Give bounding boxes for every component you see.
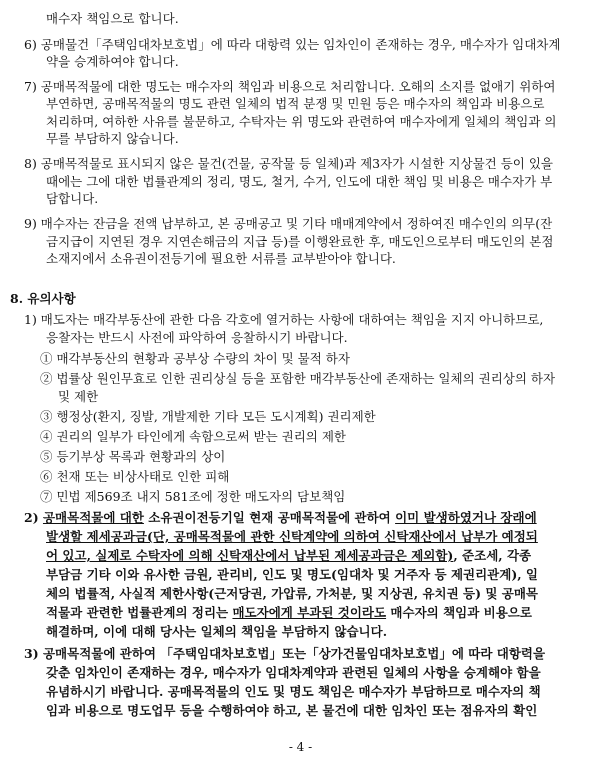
sub-item: ⑤ 등기부상 목록과 현황과의 상이 xyxy=(40,449,226,464)
list-item-7: 7) 공매목적물에 대한 명도는 매수자의 책임과 비용으로 처리합니다. 오해의 소지를 없애기 위하여 xyxy=(24,79,556,94)
text-run: 2) xyxy=(24,510,43,525)
text-line: 소재지에서 소유권이전등기에 필요한 서류를 교부받아야 합니다. xyxy=(46,251,396,266)
sub-item: ③ 행정상(환지, 징발, 개발제한 기타 모든 도시계획) 권리제한 xyxy=(40,409,376,424)
list-item-6: 6) 공매물건「주택임대차보호법」에 따라 대항력 있는 임차인이 존재하는 경우, 매수자가 임대차계 xyxy=(24,37,561,52)
text-line: 담합니다. xyxy=(46,191,99,206)
page-number: - 4 - xyxy=(288,740,313,754)
sub-item: ⑦ 민법 제569조 내지 581조에 정한 매도자의 담보책임 xyxy=(40,489,346,504)
text-line: 체의 법률적, 사실적 제한사항(근저당권, 가압류, 가처분, 및 지상권, 유치권 등) 및 공매목 xyxy=(46,586,539,601)
underlined-text: 공매목적물에 대한 xyxy=(42,510,144,525)
sub-item: ④ 권리의 일부가 타인에게 속함으로써 받는 권리의 제한 xyxy=(40,429,346,444)
text-line: 금지급이 지연된 경우 지연손해금의 지급 등)를 이행완료한 후, 매도인으로부터 매도인의 본점 xyxy=(46,234,554,249)
text-run: 소유권이전등기일 현재 공매목적물에 관하여 xyxy=(143,510,396,525)
list-item-3: 3) 공매목적물에 관하여 「주택임대차보호법」또는「상가건물임대차보호법」에 따라 대항력을 xyxy=(24,646,546,661)
text-run: 매수자의 책임과 비용으로 xyxy=(386,605,532,620)
sub-item: ① 매각부동산의 현황과 공부상 수량의 차이 및 물적 하자 xyxy=(40,351,350,366)
text-line: 해결하며, 이에 대해 당사는 일체의 책임을 부담하지 않습니다. xyxy=(46,624,388,639)
underlined-text: 이미 발생하였거나 장래에 xyxy=(395,510,537,525)
text-line: 무를 부담하지 않습니다. xyxy=(46,131,179,146)
section-heading: 8. 유의사항 xyxy=(10,291,76,306)
underlined-text: 매도자에게 부과된 것이라도 xyxy=(232,605,387,620)
text-line: 유념하시기 바랍니다. 공매목적물의 인도 및 명도 책임은 매수자가 부담하므로 매수자의 책 xyxy=(46,684,541,699)
text-line: 매수자 책임으로 합니다. xyxy=(46,11,179,26)
sub-item: ② 법률상 원인무효로 인한 권리상실 등을 포함한 매각부동산에 존재하는 일체의 권리상의 하자 xyxy=(40,371,556,386)
list-item-2 xyxy=(24,509,537,526)
text-line xyxy=(46,604,532,621)
text-line: 갖춘 임차인이 존재하는 경우, 매수자가 임대차계약과 관련된 일체의 사항을 승계해야 함을 xyxy=(46,665,541,680)
text-line: 부연하면, 공매목적물의 명도 관련 일체의 법적 분쟁 및 민원 등은 매수자의 책임과 비용으로 xyxy=(46,96,545,111)
list-item-1: 1) 매도자는 매각부동산에 관한 다음 각호에 열거하는 사항에 대하여는 책임을 지지 아니하므로, xyxy=(24,312,544,327)
list-item-9: 9) 매수자는 잔금을 전액 납부하고, 본 공매공고 및 기타 매매계약에서 정하여진 매수인의 의무(잔 xyxy=(24,216,553,231)
list-item-8: 8) 공매목적물로 표시되지 않은 물건(건물, 공작물 등 일체)과 제3자가 시설한 지상물건 등이 있을 xyxy=(24,156,553,171)
text-run: 적물과 관련한 법률관계의 정리는 xyxy=(46,605,233,620)
text-line: 약을 승계하여야 합니다. xyxy=(46,54,179,69)
underlined-text: 어 있고, 실제로 수탁자에 의해 신탁재산에서 납부된 제세공과금은 제외함) xyxy=(46,548,454,563)
text-run: , 준조세, 각종 xyxy=(453,548,532,563)
text-line: 임과 비용으로 명도업무 등을 수행하여야 하고, 본 물건에 대한 임차인 또는 점유자의 확인 xyxy=(46,703,538,718)
text-line: 응찰자는 반드시 사전에 파악하여 응찰하시기 바랍니다. xyxy=(46,330,348,345)
text-line xyxy=(46,547,531,564)
underlined-text: 발생할 제세공과금(단, 공매목적물에 관한 신탁계약에 의하여 신탁재산에서 납부가 예정되 xyxy=(46,529,538,544)
text-line: 부담금 기타 이와 유사한 금원, 관리비, 인도 및 명도(임대차 및 거주자 등 제권리관계), 일 xyxy=(46,567,539,582)
sub-item: ⑥ 천재 또는 비상사태로 인한 피해 xyxy=(40,469,230,484)
text-line: 처리하며, 여하한 사유를 불문하고, 수탁자는 위 명도와 관련하여 매수자에게 일체의 책임과 의 xyxy=(46,114,557,129)
text-line xyxy=(46,528,538,545)
text-line: 때에는 그에 대한 법률관계의 정리, 명도, 철거, 수거, 인도에 대한 책임 및 비용은 매수자가 부 xyxy=(46,174,553,189)
sub-item-continuation: 및 제한 xyxy=(58,389,99,404)
